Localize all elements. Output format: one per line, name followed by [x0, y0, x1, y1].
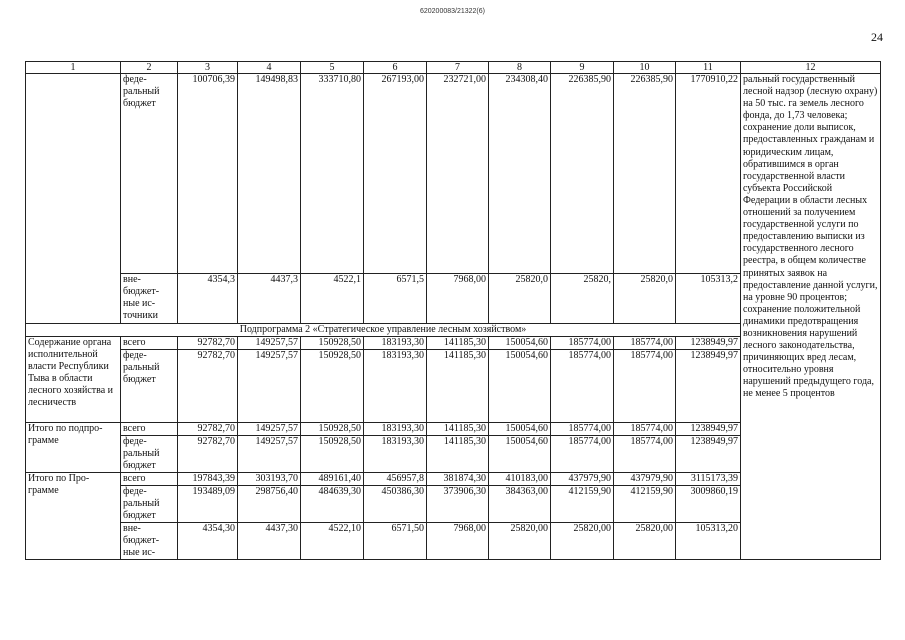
value-cell: 185774,00 [614, 337, 676, 350]
column-number: 10 [614, 62, 676, 74]
value-cell: 4522,10 [301, 523, 364, 560]
value-cell: 1238949,97 [676, 350, 741, 423]
column-number-row [26, 62, 881, 74]
column-number: 3 [178, 62, 238, 74]
value-cell: 298756,40 [238, 486, 301, 523]
value-cell: 410183,00 [489, 473, 551, 486]
value-cell: 226385,90 [614, 74, 676, 274]
value-cell: 1238949,97 [676, 423, 741, 436]
column-number: 6 [364, 62, 427, 74]
value-cell: 373906,30 [427, 486, 489, 523]
column-number: 7 [427, 62, 489, 74]
name-cell [26, 74, 121, 324]
indicator-description: ральный государственный лесной надзор (лесную охрану) на 50 тыс. га земель лесного фонда, до 1,73 человека; сохранение доли выписок, предоставленных гражданам и юридическим лицам, обратившимся в орган государственной власти субъекта Российской Федерации в области лесных отношений за получением государственной услуги по предоставлению выписки из государственного лесного реестра, в общем количестве принятых заявок на предоставление данной услуги, на уровне 90 процентов; сохранение положительной динамики предотвращения возникновения нарушений лесного законодательства, причиняющих вред лесам, относительно уровня нарушений предыдущего года, не менее 5 процентов [741, 74, 881, 560]
value-cell: 141185,30 [427, 337, 489, 350]
value-cell: 185774,00 [551, 350, 614, 423]
page-number: 24 [871, 30, 883, 44]
value-cell: 412159,90 [551, 486, 614, 523]
column-number: 2 [121, 62, 178, 74]
value-cell: 183193,30 [364, 423, 427, 436]
value-cell: 185774,00 [614, 436, 676, 473]
value-cell: 141185,30 [427, 350, 489, 423]
value-cell: 6571,50 [364, 523, 427, 560]
value-cell: 232721,00 [427, 74, 489, 274]
value-cell: 7968,00 [427, 523, 489, 560]
value-cell: 25820,0 [489, 274, 551, 324]
value-cell: 185774,00 [614, 423, 676, 436]
column-number: 1 [26, 62, 121, 74]
source-cell: всего [121, 337, 178, 350]
column-number: 4 [238, 62, 301, 74]
value-cell: 489161,40 [301, 473, 364, 486]
value-cell: 437979,90 [551, 473, 614, 486]
value-cell: 4437,3 [238, 274, 301, 324]
org-name: Содержание органа исполнительной власти Республики Тыва в области лесного хозяйства и лесничеств [26, 337, 121, 423]
source-cell: вне-бюджет-ные ис- [121, 523, 178, 560]
value-cell: 437979,90 [614, 473, 676, 486]
value-cell: 3115173,39 [676, 473, 741, 486]
source-cell: феде-ральный бюджет [121, 350, 178, 423]
value-cell: 25820,00 [614, 523, 676, 560]
column-number: 8 [489, 62, 551, 74]
column-number: 9 [551, 62, 614, 74]
value-cell: 1770910,22 [676, 74, 741, 274]
value-cell: 3009860,19 [676, 486, 741, 523]
value-cell: 25820, [551, 274, 614, 324]
value-cell: 25820,00 [551, 523, 614, 560]
table-row [26, 74, 881, 274]
value-cell: 150054,60 [489, 337, 551, 350]
document-id: 620200083/21322(6) [419, 8, 485, 15]
source-cell: вне-бюджет-ные ис-точники [121, 274, 178, 324]
value-cell: 92782,70 [178, 436, 238, 473]
value-cell: 92782,70 [178, 337, 238, 350]
value-cell: 149257,57 [238, 436, 301, 473]
value-cell: 333710,80 [301, 74, 364, 274]
source-cell: феде-ральный бюджет [121, 486, 178, 523]
value-cell: 1238949,97 [676, 337, 741, 350]
value-cell: 193489,09 [178, 486, 238, 523]
source-cell: всего [121, 423, 178, 436]
value-cell: 150928,50 [301, 337, 364, 350]
value-cell: 183193,30 [364, 350, 427, 423]
value-cell: 484639,30 [301, 486, 364, 523]
value-cell: 105313,20 [676, 523, 741, 560]
value-cell: 450386,30 [364, 486, 427, 523]
value-cell: 226385,90 [551, 74, 614, 274]
value-cell: 7968,00 [427, 274, 489, 324]
subprogram-title: Подпрограмма 2 «Стратегическое управление лесным хозяйством» [26, 324, 741, 337]
value-cell: 105313,2 [676, 274, 741, 324]
value-cell: 4437,30 [238, 523, 301, 560]
value-cell: 456957,8 [364, 473, 427, 486]
value-cell: 149257,57 [238, 337, 301, 350]
value-cell: 384363,00 [489, 486, 551, 523]
value-cell: 412159,90 [614, 486, 676, 523]
value-cell: 303193,70 [238, 473, 301, 486]
value-cell: 149257,57 [238, 423, 301, 436]
value-cell: 185774,00 [614, 350, 676, 423]
value-cell: 4522,1 [301, 274, 364, 324]
value-cell: 197843,39 [178, 473, 238, 486]
value-cell: 185774,00 [551, 436, 614, 473]
value-cell: 92782,70 [178, 423, 238, 436]
source-cell: феде-ральный бюджет [121, 74, 178, 274]
value-cell: 4354,30 [178, 523, 238, 560]
subprogram-total-name: Итого по подпро-грамме [26, 423, 121, 473]
value-cell: 92782,70 [178, 350, 238, 423]
value-cell: 149257,57 [238, 350, 301, 423]
column-number: 12 [741, 62, 881, 74]
source-cell: всего [121, 473, 178, 486]
value-cell: 149498,83 [238, 74, 301, 274]
value-cell: 150928,50 [301, 350, 364, 423]
value-cell: 100706,39 [178, 74, 238, 274]
value-cell: 141185,30 [427, 436, 489, 473]
value-cell: 1238949,97 [676, 436, 741, 473]
value-cell: 183193,30 [364, 337, 427, 350]
value-cell: 25820,00 [489, 523, 551, 560]
value-cell: 381874,30 [427, 473, 489, 486]
program-total-name: Итого по Про-грамме [26, 473, 121, 560]
value-cell: 6571,5 [364, 274, 427, 324]
value-cell: 150054,60 [489, 436, 551, 473]
value-cell: 183193,30 [364, 436, 427, 473]
value-cell: 234308,40 [489, 74, 551, 274]
value-cell: 185774,00 [551, 423, 614, 436]
source-cell: феде-ральный бюджет [121, 436, 178, 473]
value-cell: 141185,30 [427, 423, 489, 436]
value-cell: 150054,60 [489, 423, 551, 436]
value-cell: 25820,0 [614, 274, 676, 324]
value-cell: 185774,00 [551, 337, 614, 350]
value-cell: 150928,50 [301, 423, 364, 436]
budget-table [25, 61, 881, 560]
value-cell: 150928,50 [301, 436, 364, 473]
value-cell: 150054,60 [489, 350, 551, 423]
value-cell: 267193,00 [364, 74, 427, 274]
value-cell: 4354,3 [178, 274, 238, 324]
column-number: 11 [676, 62, 741, 74]
column-number: 5 [301, 62, 364, 74]
